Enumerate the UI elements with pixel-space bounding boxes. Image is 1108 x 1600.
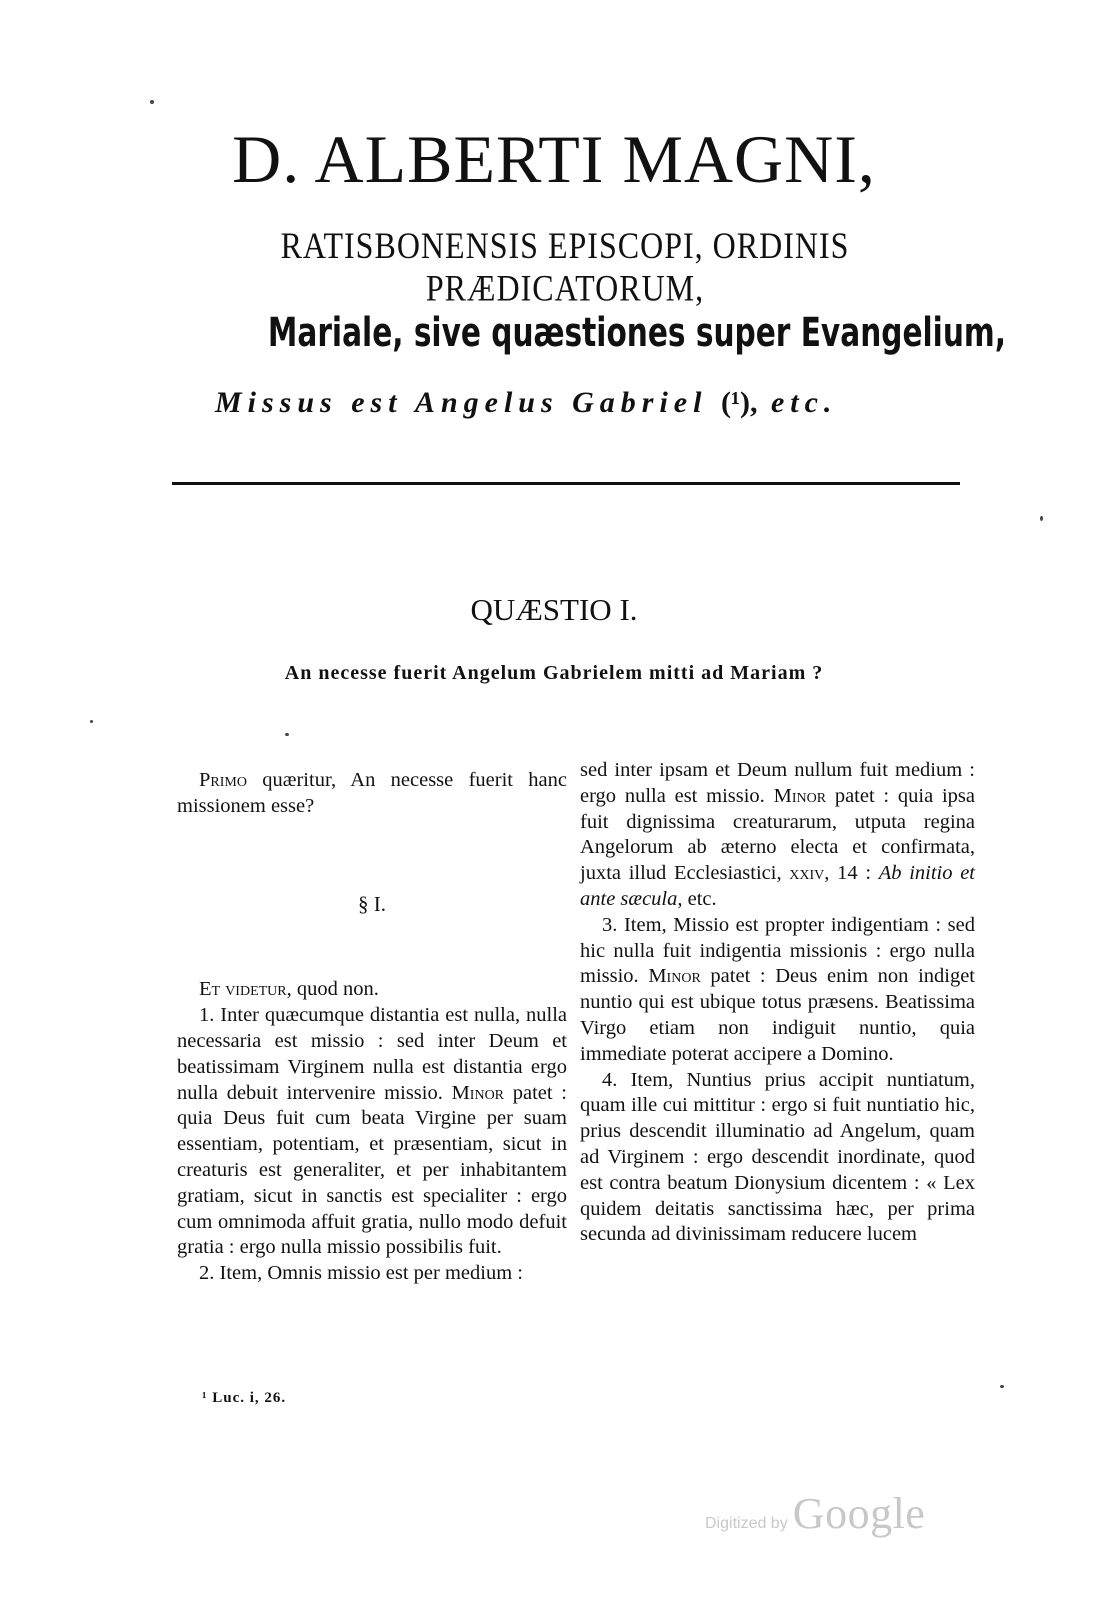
videtur-text: quod non. — [291, 978, 379, 1001]
author-title: D. ALBERTI MAGNI, — [232, 121, 876, 197]
argument-1-smallcaps: Minor — [451, 1081, 505, 1104]
scan-speck — [90, 720, 93, 723]
arg2-text-c: , 14 : — [824, 862, 879, 885]
incipit — [215, 386, 955, 420]
arg2-chapter-ref: xxiv — [789, 862, 825, 885]
arg3-text-a: 3. Item, Missio est propter indigentiam : sed hic nulla fuit indigentia missionis : ergo nulla missio. — [580, 913, 975, 988]
section-mark: § I. — [358, 891, 386, 916]
argument-1-text-a: 1. Inter quæcumque distantia est nulla, nulla necessaria est missio : sed inter Deum et beatissimam Virginem nulla est distantia ergo nulla debuit intervenire missio. — [177, 1004, 567, 1104]
scan-speck — [1040, 516, 1043, 521]
digitized-by-text: Digitized by — [705, 1515, 788, 1532]
footnote: ¹ Luc. i, 26. — [202, 1390, 287, 1406]
arg2-text-d: , etc. — [677, 887, 717, 910]
left-column — [177, 768, 567, 1287]
work-title: Mariale, sive quæstiones super Evangelium, — [267, 310, 1006, 356]
right-column — [580, 758, 975, 1248]
incipit-note: (¹), — [720, 386, 758, 419]
arg2-text-b: patet : quia ipsa fuit dignissima creaturarum, utputa regina Angelorum ab æterno electa et confirmata, juxta illud Ecclesiastici, — [580, 784, 975, 885]
incipit-tail: etc. — [770, 386, 838, 419]
arg3-text-b: patet : Deus enim non indiget nuntio qui est ubique totus præsens. Beatissima Virgo etiam non indiguit nuntio, quia immediate poterat accipere a Domino. — [580, 965, 976, 1065]
argument-1-text-b: patet : quia Deus fuit cum beata Virgine per suam essentiam, potentiam, et præsentiam, sicut in creaturis est generaliter, et per inhabitantem gratiam, sicut in sanctis est specialiter : ergo cum omnimoda affuit gratia, nullo modo defuit gratia : ergo nulla missio possibilis fuit. — [177, 1081, 567, 1259]
argument-2-continued — [580, 758, 975, 913]
videtur-smallcaps: Et videtur, — [199, 978, 292, 1001]
scan-speck — [150, 100, 154, 104]
argument-2-start: 2. Item, Omnis missio est per medium : — [199, 1262, 523, 1285]
question-subheading: An necesse fuerit Angelum Gabrielem mitti ad Mariam ? — [284, 662, 824, 684]
argument-3 — [580, 913, 975, 1068]
arg2-quote: Ab initio et ante sæcula — [580, 862, 975, 910]
arg2-text-a: sed inter ipsam et Deum nullum fuit medium : ergo nulla est missio. — [580, 759, 975, 807]
question-heading: QUÆSTIO I. — [470, 592, 638, 627]
author-subtitle: RATISBONENSIS EPISCOPI, ORDINIS PRÆDICATORUM, — [280, 224, 850, 309]
arg2-smallcaps: Minor — [773, 784, 827, 807]
google-logo: Google — [792, 1489, 926, 1538]
intro-text: quæritur, An necesse fuerit hanc missionem esse? — [177, 769, 567, 817]
incipit-text: Missus est Angelus Gabriel — [215, 386, 708, 419]
scan-speck — [1000, 1385, 1004, 1388]
arg3-smallcaps: Minor — [648, 965, 701, 988]
intro-smallcaps: Primo — [199, 769, 247, 791]
intro-paragraph — [177, 768, 567, 820]
digitized-watermark — [705, 1488, 925, 1539]
argument-1 — [177, 1003, 567, 1261]
scan-speck — [285, 733, 289, 736]
videtur-paragraph — [177, 977, 567, 1003]
argument-4: 4. Item, Nuntius prius accipit nuntiatum, quam ille cui mittitur : ergo si fuit nuntiatio hic, prius descendit illuminatio ad Angelum, quam ad Virginem : ergo descendit inordinate, quod est contra beatum Dionysium dicentem : « Lex quidem deitatis sanctissima hæc, per prima secunda ad divinissimam reducere lucem — [580, 1068, 975, 1246]
title-rule — [172, 482, 960, 485]
